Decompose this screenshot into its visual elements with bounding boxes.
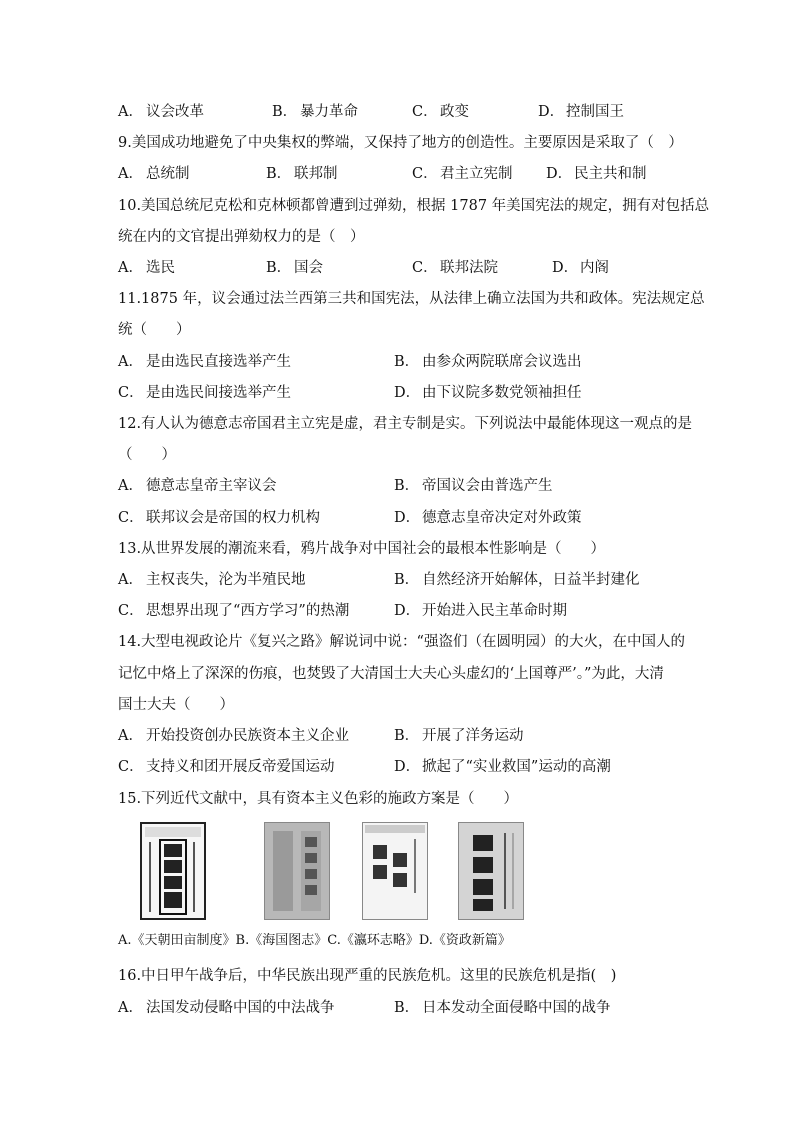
q8-option-c[interactable] (412, 102, 469, 122)
option-letter: B． (394, 728, 420, 744)
q12-option-c[interactable] (118, 508, 320, 528)
book-cover-images (140, 822, 530, 924)
option-letter: B． (394, 354, 420, 370)
q12-option-b[interactable] (394, 476, 553, 496)
q15-stem: 15.下列近代文献中，具有资本主义色彩的施政方案是（ ） (118, 791, 519, 807)
q8-option-b[interactable] (272, 102, 358, 122)
q10-stem-line-1: 10.美国总统尼克松和克林顿都曾遭到过弹劾，根据 1787 年美国宪法的规定，拥有对包括总 (118, 198, 710, 214)
option-text: 思想界出现了“西方学习”的热潮 (146, 603, 350, 619)
q14-option-c[interactable] (118, 757, 335, 777)
option-text: 开展了洋务运动 (422, 728, 524, 744)
option-letter: B． (394, 572, 420, 588)
option-text: 自然经济开始解体，日益半封建化 (422, 572, 640, 588)
q14-option-a[interactable] (118, 726, 349, 746)
q10-option-c[interactable] (412, 258, 498, 278)
option-text: 内阁 (580, 260, 609, 276)
q13-option-d[interactable] (394, 601, 567, 621)
q11-stem-line-1: 11.1875 年，议会通过法兰西第三共和国宪法，从法律上确立法国为共和政体。宪法规定总 (118, 291, 705, 307)
option-text: 开始投资创办民族资本主义企业 (146, 728, 349, 744)
option-text: 君主立宪制 (440, 166, 513, 182)
option-letter: B． (266, 260, 292, 276)
option-letter: D． (546, 166, 573, 182)
option-text: 帝国议会由普选产生 (422, 478, 553, 494)
option-text: 主权丧失，沦为半殖民地 (146, 572, 306, 588)
option-letter: A． (118, 104, 143, 120)
option-text: 暴力革命 (300, 104, 358, 120)
option-text: 国会 (294, 260, 323, 276)
option-text: 是由选民直接选举产生 (146, 354, 291, 370)
option-text: 由参众两院联席会议选出 (422, 354, 582, 370)
option-letter: B． (272, 104, 298, 120)
option-letter: C． (118, 385, 144, 401)
option-text: 联邦制 (294, 166, 338, 182)
option-letter: A． (118, 478, 143, 494)
q12-stem-line-2: （ ） (118, 447, 176, 463)
q14-stem-line-3: 国士大夫（ ） (118, 697, 234, 713)
option-text: 支持义和团开展反帝爱国运动 (146, 759, 335, 775)
q14-stem-line-1: 14.大型电视政论片《复兴之路》解说词中说：“强盗们（在圆明园）的大火，在中国人的 (118, 634, 685, 650)
option-text: 联邦法院 (440, 260, 498, 276)
q14-stem-line-2: 记忆中烙上了深深的伤痕，也焚毁了大清国士大夫心头虚幻的‘上国尊严’。”为此，大清 (118, 666, 664, 682)
option-letter: B． (266, 166, 292, 182)
option-letter: C． (118, 510, 144, 526)
book-cover-zizheng-icon (458, 822, 524, 920)
q14-option-b[interactable] (394, 726, 524, 746)
option-letter: A． (118, 354, 143, 370)
option-letter: C． (118, 603, 144, 619)
option-text: 政变 (440, 104, 469, 120)
option-letter: C． (412, 104, 438, 120)
q9-stem: 9.美国成功地避免了中央集权的弊端，又保持了地方的创造性。主要原因是采取了（ ） (118, 135, 683, 151)
option-text: 日本发动全面侵略中国的战争 (422, 1000, 611, 1016)
q10-stem-line-2: 统在内的文官提出弹劾权力的是（ ） (118, 229, 365, 245)
q10-option-a[interactable] (118, 258, 175, 278)
option-text: 德意志皇帝决定对外政策 (422, 510, 582, 526)
q12-stem-line-1: 12.有人认为德意志帝国君主立宪是虚，君主专制是实。下列说法中最能体现这一观点的是 (118, 416, 693, 432)
q9-option-a[interactable] (118, 164, 190, 184)
q11-option-a[interactable] (118, 352, 291, 372)
option-letter: A． (118, 260, 143, 276)
q11-option-b[interactable] (394, 352, 582, 372)
q12-option-a[interactable] (118, 476, 277, 496)
option-text: 掀起了“实业救国”运动的高潮 (422, 759, 611, 775)
option-letter: C． (412, 166, 438, 182)
option-letter: C． (412, 260, 438, 276)
q14-option-d[interactable] (394, 757, 611, 777)
option-letter: B． (394, 478, 420, 494)
option-letter: B． (394, 1000, 420, 1016)
q13-option-b[interactable] (394, 570, 640, 590)
option-letter: D． (538, 104, 565, 120)
option-letter: A． (118, 166, 143, 182)
q8-option-a[interactable] (118, 102, 204, 122)
q13-option-a[interactable] (118, 570, 306, 590)
book-captions: A.《天朝田亩制度》B.《海国图志》C.《瀛环志略》D.《资政新篇》 (118, 933, 511, 948)
option-text: 总统制 (146, 166, 190, 182)
q11-stem-line-2: 统（ ） (118, 322, 191, 338)
option-text: 法国发动侵略中国的中法战争 (146, 1000, 335, 1016)
option-text: 由下议院多数党领袖担任 (422, 385, 582, 401)
q16-stem: 16.中日甲午战争后，中华民族出现严重的民族危机。这里的民族危机是指( ) (118, 968, 617, 984)
option-text: 是由选民间接选举产生 (146, 385, 291, 401)
q8-option-d[interactable] (538, 102, 624, 122)
option-letter: A． (118, 728, 143, 744)
book-cover-haiguo-icon (264, 822, 330, 920)
q11-option-d[interactable] (394, 383, 582, 403)
option-letter: D． (394, 603, 421, 619)
option-text: 议会改革 (146, 104, 204, 120)
option-letter: C． (118, 759, 144, 775)
q11-option-c[interactable] (118, 383, 291, 403)
option-text: 控制国王 (566, 104, 624, 120)
q16-option-b[interactable] (394, 998, 611, 1018)
q13-stem: 13.从世界发展的潮流来看，鸦片战争对中国社会的最根本性影响是（ ） (118, 541, 606, 557)
option-letter: A． (118, 572, 143, 588)
option-text: 民主共和制 (574, 166, 647, 182)
option-letter: A． (118, 1000, 143, 1016)
option-letter: D． (394, 510, 421, 526)
option-text: 德意志皇帝主宰议会 (146, 478, 277, 494)
option-letter: D． (394, 385, 421, 401)
q12-option-d[interactable] (394, 508, 582, 528)
option-letter: D． (394, 759, 421, 775)
q16-option-a[interactable] (118, 998, 335, 1018)
book-cover-tianchao-icon (140, 822, 206, 920)
option-text: 联邦议会是帝国的权力机构 (146, 510, 320, 526)
q9-option-d[interactable] (546, 164, 647, 184)
option-text: 选民 (146, 260, 175, 276)
q10-option-d[interactable] (552, 258, 609, 278)
option-text: 开始进入民主革命时期 (422, 603, 567, 619)
q9-option-b[interactable] (266, 164, 338, 184)
q9-option-c[interactable] (412, 164, 513, 184)
q10-option-b[interactable] (266, 258, 323, 278)
q13-option-c[interactable] (118, 601, 349, 621)
book-cover-yinghuan-icon (362, 822, 428, 920)
option-letter: D． (552, 260, 579, 276)
